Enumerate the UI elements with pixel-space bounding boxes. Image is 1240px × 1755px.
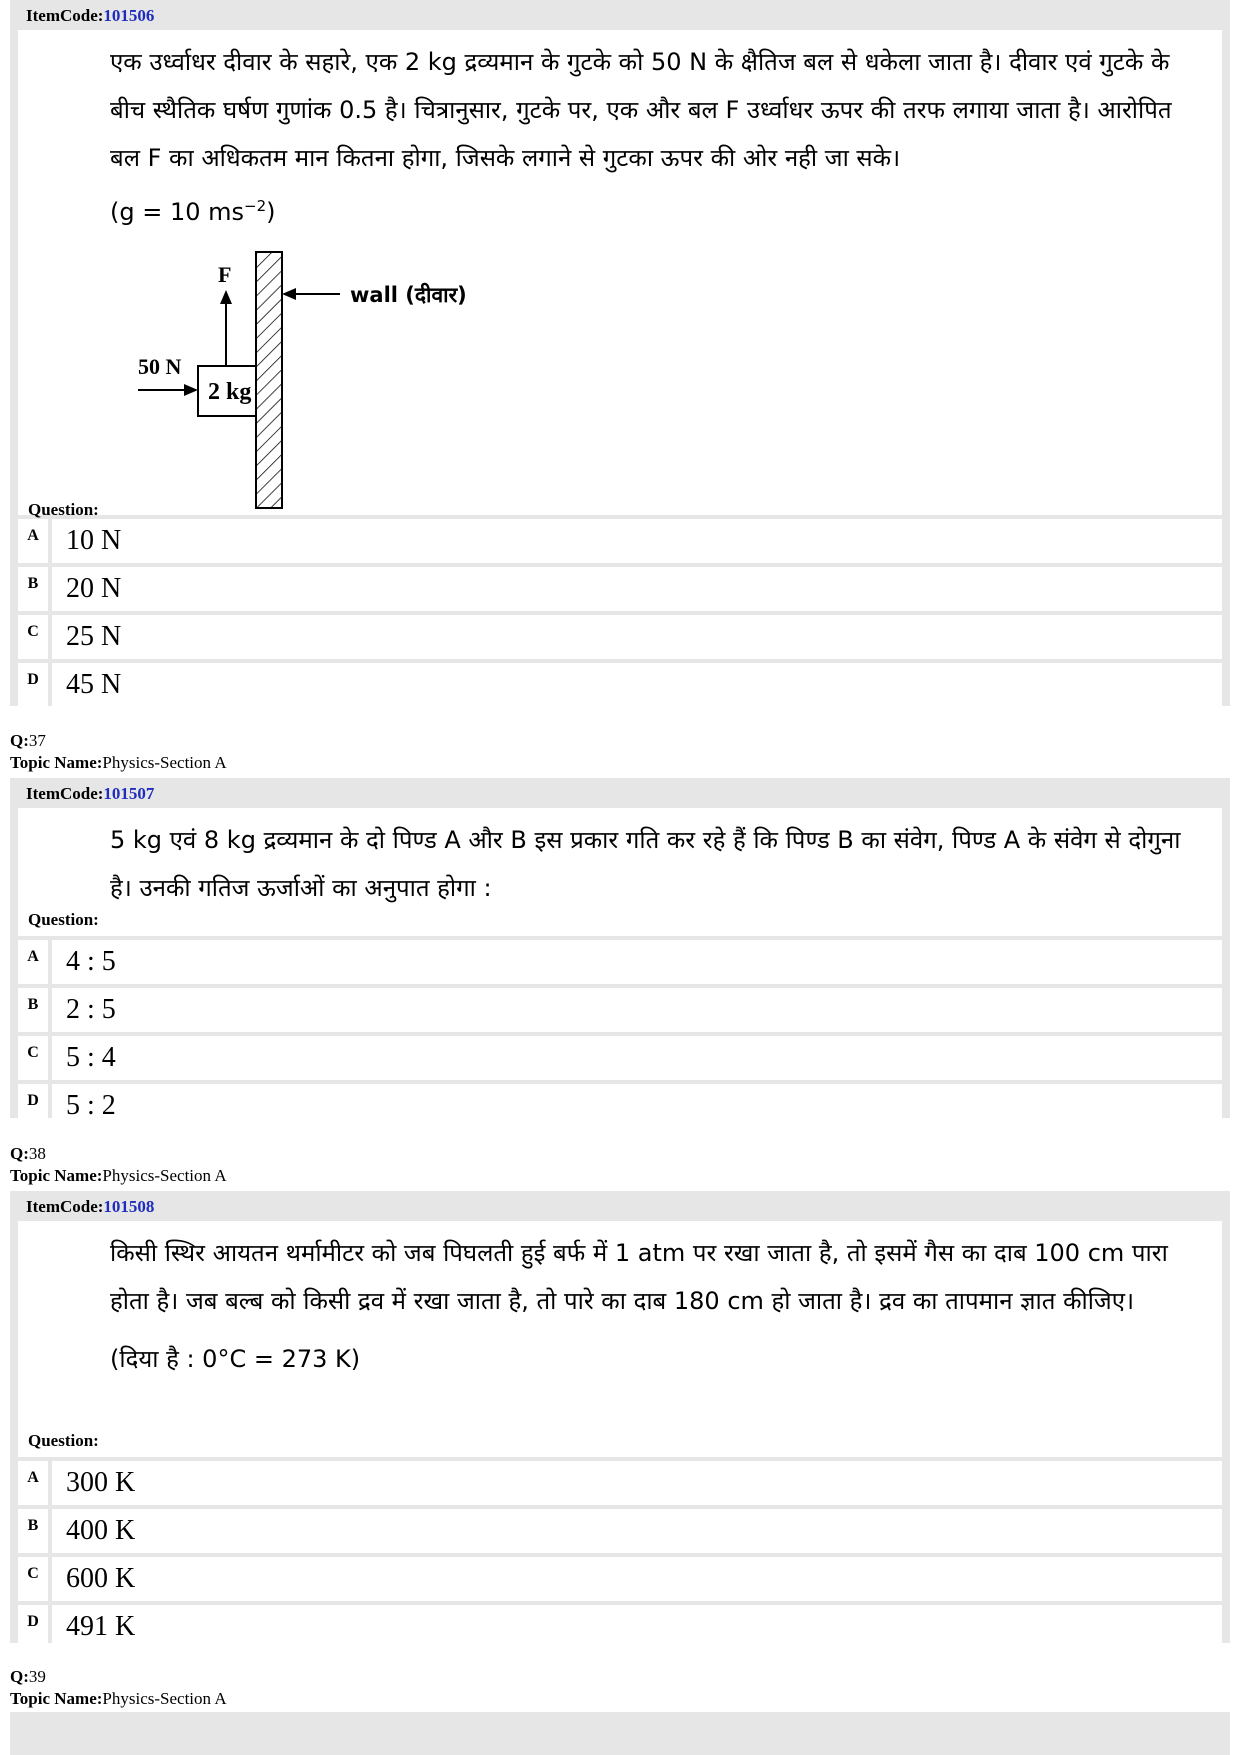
question-label: Question:	[28, 500, 99, 519]
option-row[interactable]	[18, 1557, 1222, 1601]
option-row[interactable]	[18, 1605, 1222, 1649]
given-text: (g = 10 ms	[110, 198, 245, 226]
topic-name: Physics-Section A	[102, 1689, 227, 1708]
question-block	[10, 1191, 1230, 1643]
question-text	[18, 30, 1222, 236]
mass-label: 2 kg	[208, 379, 252, 405]
push-label: 50 N	[138, 354, 182, 379]
option-letter: B	[18, 988, 48, 1032]
option-letter: C	[18, 615, 48, 659]
option-letter: D	[18, 1605, 48, 1649]
option-row[interactable]	[18, 1036, 1222, 1080]
option-letter: D	[18, 1084, 48, 1128]
option-value: 600 K	[52, 1557, 1222, 1601]
option-row[interactable]	[18, 663, 1222, 707]
topic-label: Topic Name:	[10, 1166, 103, 1185]
question-block	[10, 778, 1230, 1121]
q-number: 37	[28, 731, 46, 750]
option-letter: C	[18, 1036, 48, 1080]
item-code-line	[26, 784, 1222, 804]
option-value: 300 K	[52, 1461, 1222, 1505]
option-letter: B	[18, 567, 48, 611]
option-letter: A	[18, 940, 48, 984]
option-letter: A	[18, 519, 48, 563]
item-code-value: 101506	[103, 6, 155, 25]
given-end: )	[266, 198, 276, 226]
option-value: 20 N	[52, 567, 1222, 611]
option-row[interactable]	[18, 519, 1222, 563]
topic-name: Physics-Section A	[102, 1166, 227, 1185]
question-text: 5 kg एवं 8 kg द्रव्यमान के दो पिण्ड A और B इस प्रकार गति कर रहे हैं कि पिण्ड B का संवेग, पिण्ड A के संवेग से दोगुना है। उनकी गतिज ऊर्जाओं का अनुपात होगा :	[110, 826, 1181, 902]
q-label: Q:	[10, 1144, 29, 1163]
topic-label: Topic Name:	[10, 753, 103, 772]
force-f-arrowhead	[220, 290, 232, 304]
question-meta	[10, 730, 227, 774]
option-value: 5 : 4	[52, 1036, 1222, 1080]
q-number: 38	[28, 1144, 46, 1163]
option-value: 25 N	[52, 615, 1222, 659]
question-body	[18, 808, 1222, 936]
option-row[interactable]	[18, 1509, 1222, 1553]
next-block-edge	[10, 1712, 1230, 1755]
q-label: Q:	[10, 1667, 29, 1686]
question-given: (दिया है : 0°C = 273 K)	[110, 1345, 361, 1373]
option-value: 10 N	[52, 519, 1222, 563]
option-row[interactable]	[18, 940, 1222, 984]
option-letter: C	[18, 1557, 48, 1601]
question-paragraph: एक उर्ध्वाधर दीवार के सहारे, एक 2 kg द्रव्यमान के गुटके को 50 N के क्षैतिज बल से धकेला जाता है। दीवार एवं गुटके के बीच स्थैतिक घर्षण गुणांक 0.5 है। चित्रानुसार, गुटके पर, एक और बल F उर्ध्वाधर ऊपर की तरफ लगाया जाता है। आरोपित बल F का अधिकतम मान कितना होगा, जिसके लगाने से गुटका ऊपर की ओर नही जा सके।	[110, 48, 1172, 172]
option-value: 45 N	[52, 663, 1222, 707]
wall	[256, 252, 282, 508]
question-meta	[10, 1143, 227, 1187]
option-row[interactable]	[18, 615, 1222, 659]
option-letter: B	[18, 1509, 48, 1553]
option-value: 5 : 2	[52, 1084, 1222, 1128]
option-row[interactable]	[18, 988, 1222, 1032]
item-code-label: ItemCode:	[26, 6, 104, 25]
wall-label: wall (दीवार)	[350, 283, 467, 307]
item-code-value: 101507	[103, 784, 155, 803]
question-label: Question:	[28, 910, 99, 929]
option-letter: D	[18, 663, 48, 707]
option-value: 4 : 5	[52, 940, 1222, 984]
item-code-line	[26, 1197, 1222, 1217]
force-diagram	[118, 250, 498, 510]
q-number: 39	[28, 1667, 46, 1686]
option-value: 400 K	[52, 1509, 1222, 1553]
force-label: F	[218, 262, 232, 287]
option-letter: A	[18, 1461, 48, 1505]
question-body	[18, 30, 1222, 519]
given-sup: −2	[244, 197, 267, 215]
item-code-value: 101508	[103, 1197, 155, 1216]
question-block	[10, 0, 1230, 706]
question-paragraph: किसी स्थिर आयतन थर्मामीटर को जब पिघलती हुई बर्फ में 1 atm पर रखा जाता है, तो इसमें गैस का दाब 100 cm पारा होता है। जब बल्ब को किसी द्रव में रखा जाता है, तो पारे का दाब 180 cm हो जाता है। द्रव का तापमान ज्ञात कीजिए।	[110, 1239, 1168, 1315]
q-label: Q:	[10, 731, 29, 750]
wall-pointer-arrowhead	[282, 288, 296, 300]
option-row[interactable]	[18, 567, 1222, 611]
item-code-label: ItemCode:	[26, 784, 104, 803]
question-label: Question:	[28, 1431, 99, 1450]
question-text	[18, 1221, 1222, 1383]
option-row[interactable]	[18, 1461, 1222, 1505]
option-value: 491 K	[52, 1605, 1222, 1649]
item-code-line	[26, 6, 1222, 26]
item-code-label: ItemCode:	[26, 1197, 104, 1216]
question-meta	[10, 1666, 227, 1710]
topic-label: Topic Name:	[10, 1689, 103, 1708]
topic-name: Physics-Section A	[102, 753, 227, 772]
question-body	[18, 1221, 1222, 1457]
option-row[interactable]	[18, 1084, 1222, 1128]
question-given	[110, 182, 1208, 236]
option-value: 2 : 5	[52, 988, 1222, 1032]
push-arrowhead	[184, 384, 198, 396]
